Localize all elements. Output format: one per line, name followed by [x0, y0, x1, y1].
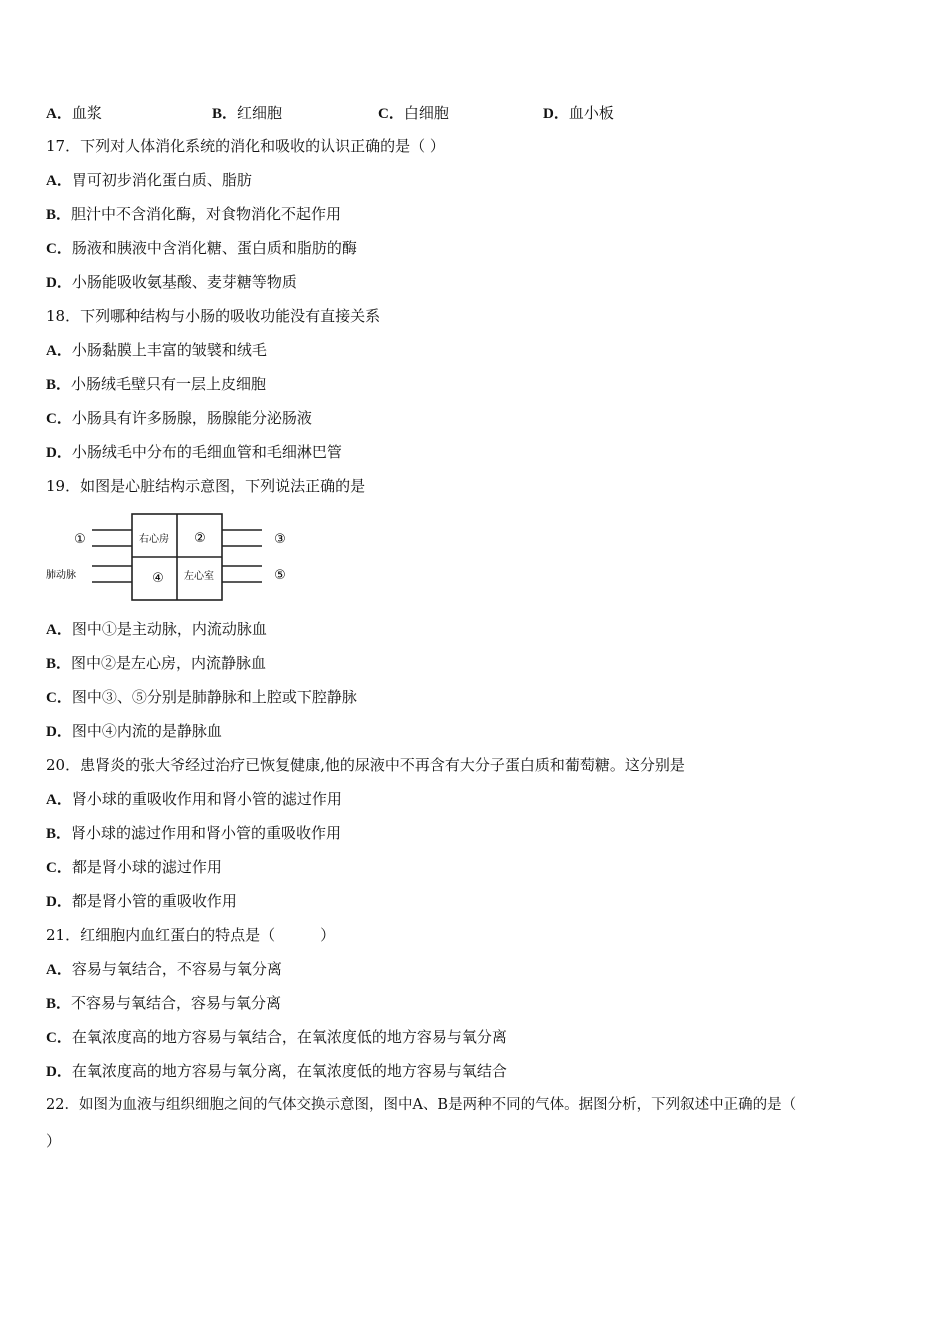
label-2: ② — [194, 531, 206, 546]
label-right-atrium: 右心房 — [139, 534, 169, 545]
q21-option-b: B．不容易与氧结合，容易与氧分离 — [46, 994, 282, 1012]
q16-option-b: B．红细胞 — [212, 104, 283, 122]
q18-option-b: B．小肠绒毛壁只有一层上皮细胞 — [46, 375, 267, 393]
label-pulmonary-artery: 肺动脉 — [46, 570, 76, 581]
q19-stem: 19．如图是心脏结构示意图，下列说法正确的是 — [46, 477, 366, 495]
q21-option-d: D．在氧浓度高的地方容易与氧分离，在氧浓度低的地方容易与氧结合 — [46, 1062, 507, 1080]
q21-stem: 21．红细胞内血红蛋白的特点是（ ） — [46, 926, 336, 944]
heart-structure-diagram — [44, 510, 294, 606]
q21-option-a: A．容易与氧结合，不容易与氧分离 — [46, 960, 282, 978]
q19-option-c: C．图中③、⑤分别是肺静脉和上腔或下腔静脉 — [46, 688, 357, 706]
q17-option-b: B．胆汁中不含消化酶，对食物消化不起作用 — [46, 205, 342, 223]
q16-option-a: A．血浆 — [46, 104, 102, 122]
q18-stem: 18．下列哪种结构与小肠的吸收功能没有直接关系 — [46, 307, 381, 325]
q16-option-d: D．血小板 — [543, 104, 614, 122]
q17-option-d: D．小肠能吸收氨基酸、麦芽糖等物质 — [46, 273, 297, 291]
q20-stem: 20．患肾炎的张大爷经过治疗已恢复健康,他的尿液中不再含有大分子蛋白质和葡萄糖。这分别是 — [46, 756, 685, 774]
q17-option-c: C．肠液和胰液中含消化糖、蛋白质和脂肪的酶 — [46, 239, 357, 257]
q20-option-d: D．都是肾小管的重吸收作用 — [46, 892, 237, 910]
label-left-ventricle: 左心室 — [184, 571, 214, 582]
q20-option-a: A．肾小球的重吸收作用和肾小管的滤过作用 — [46, 790, 342, 808]
q20-option-b: B．肾小球的滤过作用和肾小管的重吸收作用 — [46, 824, 342, 842]
q18-option-a: A．小肠黏膜上丰富的皱襞和绒毛 — [46, 341, 267, 359]
q17-stem: 17．下列对人体消化系统的消化和吸收的认识正确的是（ ） — [46, 137, 445, 155]
q17-option-a: A．胃可初步消化蛋白质、脂肪 — [46, 171, 252, 189]
q18-option-c: C．小肠具有许多肠腺，肠腺能分泌肠液 — [46, 409, 312, 427]
q19-option-a: A．图中①是主动脉，内流动脉血 — [46, 620, 267, 638]
q20-option-c: C．都是肾小球的滤过作用 — [46, 858, 222, 876]
q21-option-c: C．在氧浓度高的地方容易与氧结合，在氧浓度低的地方容易与氧分离 — [46, 1028, 507, 1046]
label-3: ③ — [274, 532, 286, 547]
label-4: ④ — [152, 571, 164, 586]
q22-stem-line2: ） — [46, 1132, 62, 1150]
q18-option-d: D．小肠绒毛中分布的毛细血管和毛细淋巴管 — [46, 443, 342, 461]
q16-option-c: C．白细胞 — [378, 104, 449, 122]
label-5: ⑤ — [274, 568, 286, 583]
q19-option-d: D．图中④内流的是静脉血 — [46, 722, 222, 740]
q19-option-b: B．图中②是左心房，内流静脉血 — [46, 654, 267, 672]
q22-stem-line1: 22．如图为血液与组织细胞之间的气体交换示意图，图中A、B是两种不同的气体。据图分析，下列叙述中正确的是（ — [46, 1097, 797, 1113]
label-1: ① — [74, 532, 86, 547]
